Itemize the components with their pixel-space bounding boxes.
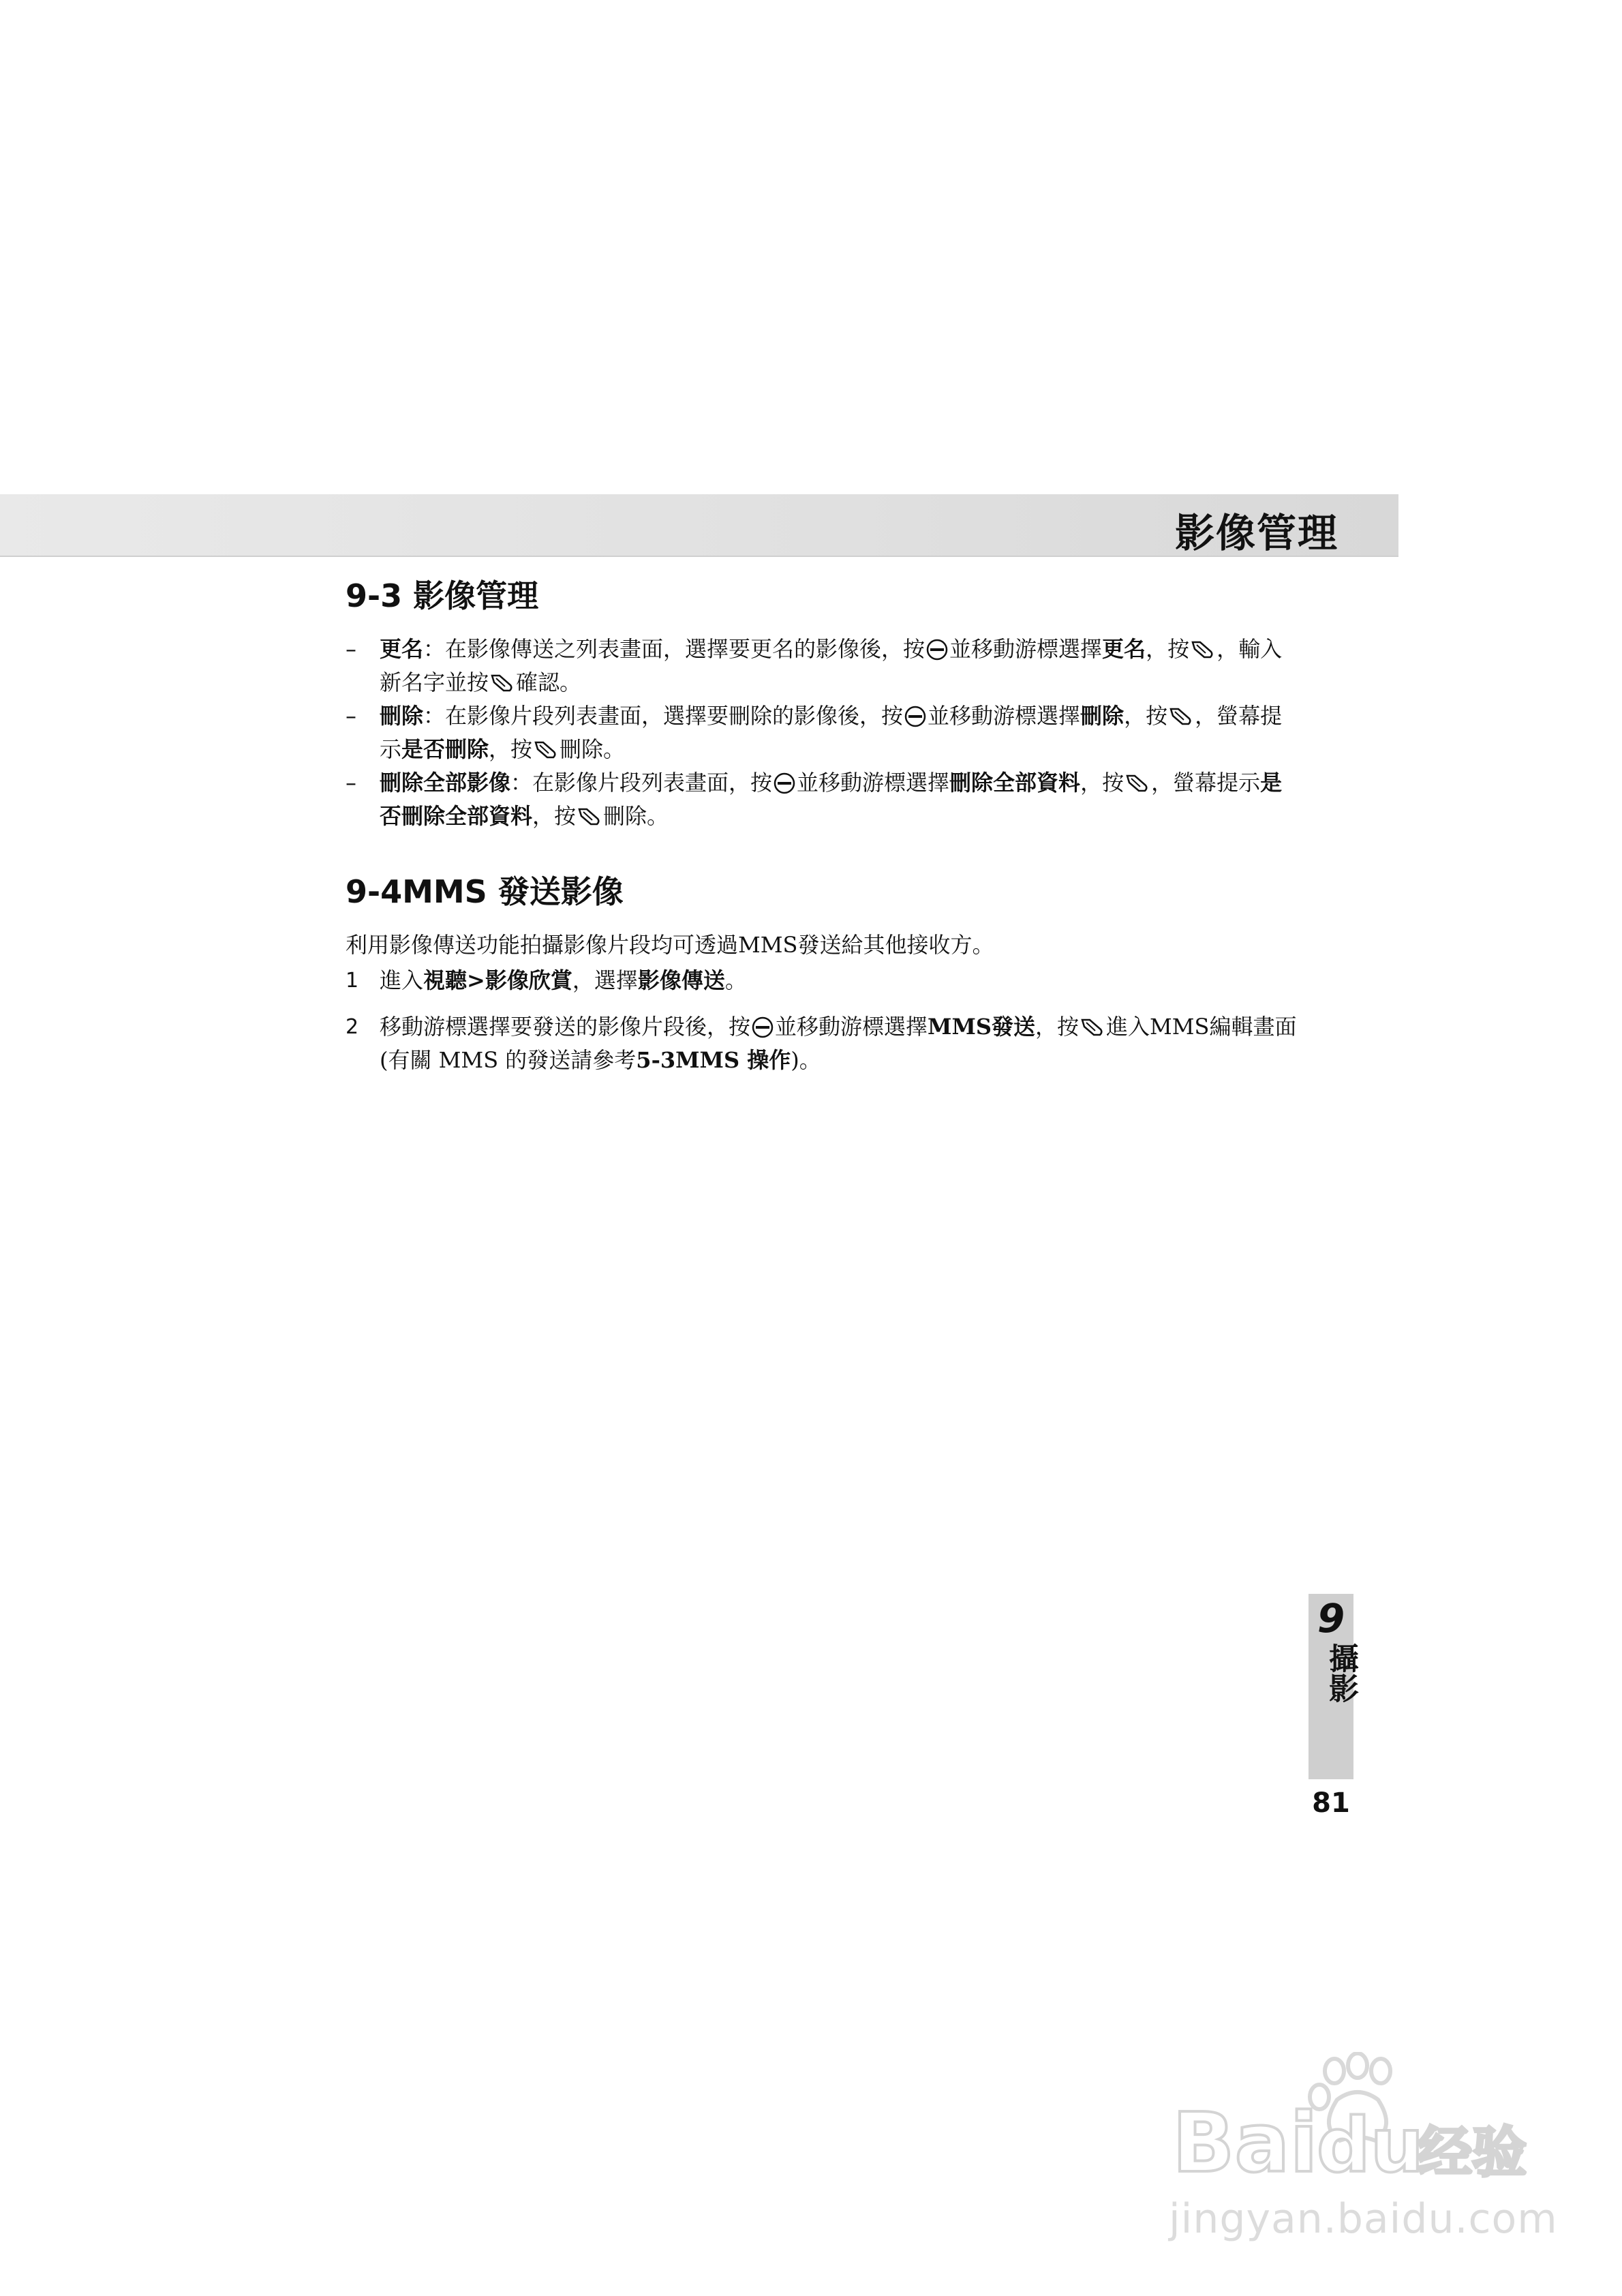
svg-text:经验: 经验 bbox=[1418, 2121, 1527, 2184]
ok-softkey-icon bbox=[1125, 773, 1150, 794]
ok-softkey-icon bbox=[1191, 639, 1215, 660]
bullet-dash: – bbox=[346, 636, 356, 662]
step-1 bbox=[346, 964, 1300, 997]
bold-term: 刪除全部資料 bbox=[949, 770, 1081, 796]
bold-term: 影像傳送 bbox=[637, 967, 725, 993]
section-title-9-3: 9-3 影像管理 bbox=[346, 577, 539, 614]
text-run: ：在影像片段列表畫面，選擇要刪除的影像後，按 bbox=[423, 703, 904, 729]
text-run: 進入MMS編輯畫面(有關 MMS 的發送請參考 bbox=[380, 1014, 1297, 1073]
svg-text:du: du bbox=[1317, 2102, 1424, 2189]
chapter-header-title: 影像管理 bbox=[1174, 510, 1338, 556]
bold-term: 5-3MMS 操作 bbox=[636, 1047, 791, 1073]
text-run: ：在影像傳送之列表畫面，選擇要更名的影像後，按 bbox=[423, 636, 925, 662]
item-label: 刪除 bbox=[380, 703, 424, 729]
ok-softkey-icon bbox=[577, 806, 602, 827]
text-run: )。 bbox=[791, 1047, 821, 1073]
bold-term: 是否刪除全部資料 bbox=[380, 770, 1283, 829]
ok-softkey-icon bbox=[1080, 1017, 1105, 1038]
text-run: ，按 bbox=[489, 736, 533, 762]
text-run: 並移動游標選擇 bbox=[928, 703, 1081, 729]
text-run: 並移動游標選擇 bbox=[949, 636, 1103, 662]
bullet-dash: – bbox=[346, 703, 356, 729]
text-run: ，螢幕提示 bbox=[1151, 770, 1261, 796]
bold-term: 刪除 bbox=[1080, 703, 1124, 729]
text-run: 移動游標選擇要發送的影像片段後，按 bbox=[380, 1014, 751, 1040]
navigation-key-icon bbox=[752, 1016, 774, 1038]
text-run: 刪除。 bbox=[560, 736, 626, 762]
list-item-text bbox=[380, 699, 1300, 766]
step-number: 1 bbox=[346, 969, 359, 993]
navigation-key-icon bbox=[774, 772, 795, 794]
list-item-delete-all bbox=[346, 766, 1300, 833]
list-item-rename bbox=[346, 633, 1300, 699]
baidu-jingyan-watermark-logo bbox=[1159, 2052, 1540, 2202]
section-intro: 利用影像傳送功能拍攝影像片段均可透過MMS發送給其他接收方。 bbox=[346, 932, 994, 958]
text-run: 。 bbox=[724, 967, 747, 993]
text-run: ，按 bbox=[1035, 1014, 1080, 1040]
text-run: 確認。 bbox=[516, 669, 582, 695]
bold-term: 視聽>影像欣賞 bbox=[423, 967, 572, 993]
text-run: ，按 bbox=[1124, 703, 1168, 729]
page-number: 81 bbox=[1312, 1787, 1350, 1819]
ok-softkey-icon bbox=[490, 673, 515, 693]
bold-term: MMS發送 bbox=[928, 1014, 1035, 1040]
section-title-9-4: 9-4MMS 發送影像 bbox=[346, 873, 624, 910]
step-text bbox=[380, 964, 1300, 997]
text-run: ，按 bbox=[1146, 636, 1190, 662]
list-item-delete bbox=[346, 699, 1300, 766]
ok-softkey-icon bbox=[1169, 706, 1193, 727]
watermark-logo-text: Bai bbox=[1172, 2096, 1318, 2191]
text-run: 並移動游標選擇 bbox=[775, 1014, 928, 1040]
bullet-dash: – bbox=[346, 770, 356, 796]
step-2 bbox=[346, 1010, 1300, 1077]
text-run: ：在影像片段列表畫面，按 bbox=[510, 770, 773, 796]
watermark-url: jingyan.baidu.com bbox=[1169, 2195, 1558, 2243]
step-number: 2 bbox=[346, 1015, 359, 1039]
navigation-key-icon bbox=[904, 706, 926, 727]
item-label: 刪除全部影像 bbox=[380, 770, 511, 796]
list-item-text bbox=[380, 766, 1300, 833]
bold-term: 更名 bbox=[1102, 636, 1146, 662]
list-item-text bbox=[380, 633, 1300, 699]
header-band bbox=[0, 494, 1398, 557]
chapter-side-tab bbox=[1309, 1594, 1358, 1779]
text-run: 刪除。 bbox=[603, 803, 669, 829]
item-label: 更名 bbox=[380, 636, 424, 662]
text-run: ，按 bbox=[532, 803, 577, 829]
text-run: ，選擇 bbox=[572, 967, 638, 993]
text-run: ，按 bbox=[1080, 770, 1124, 796]
ok-softkey-icon bbox=[534, 740, 558, 760]
text-run: ，輸入新名字並按 bbox=[380, 636, 1283, 695]
text-run: 並移動游標選擇 bbox=[797, 770, 950, 796]
chapter-number: 9 bbox=[1317, 1595, 1345, 1642]
step-text bbox=[380, 1010, 1300, 1077]
navigation-key-icon bbox=[926, 639, 948, 661]
text-run: ，螢幕提示 bbox=[380, 703, 1283, 762]
bold-term: 是否刪除 bbox=[401, 736, 489, 762]
chapter-name: 攝影 bbox=[1323, 1643, 1358, 1703]
text-run: 進入 bbox=[380, 967, 424, 993]
